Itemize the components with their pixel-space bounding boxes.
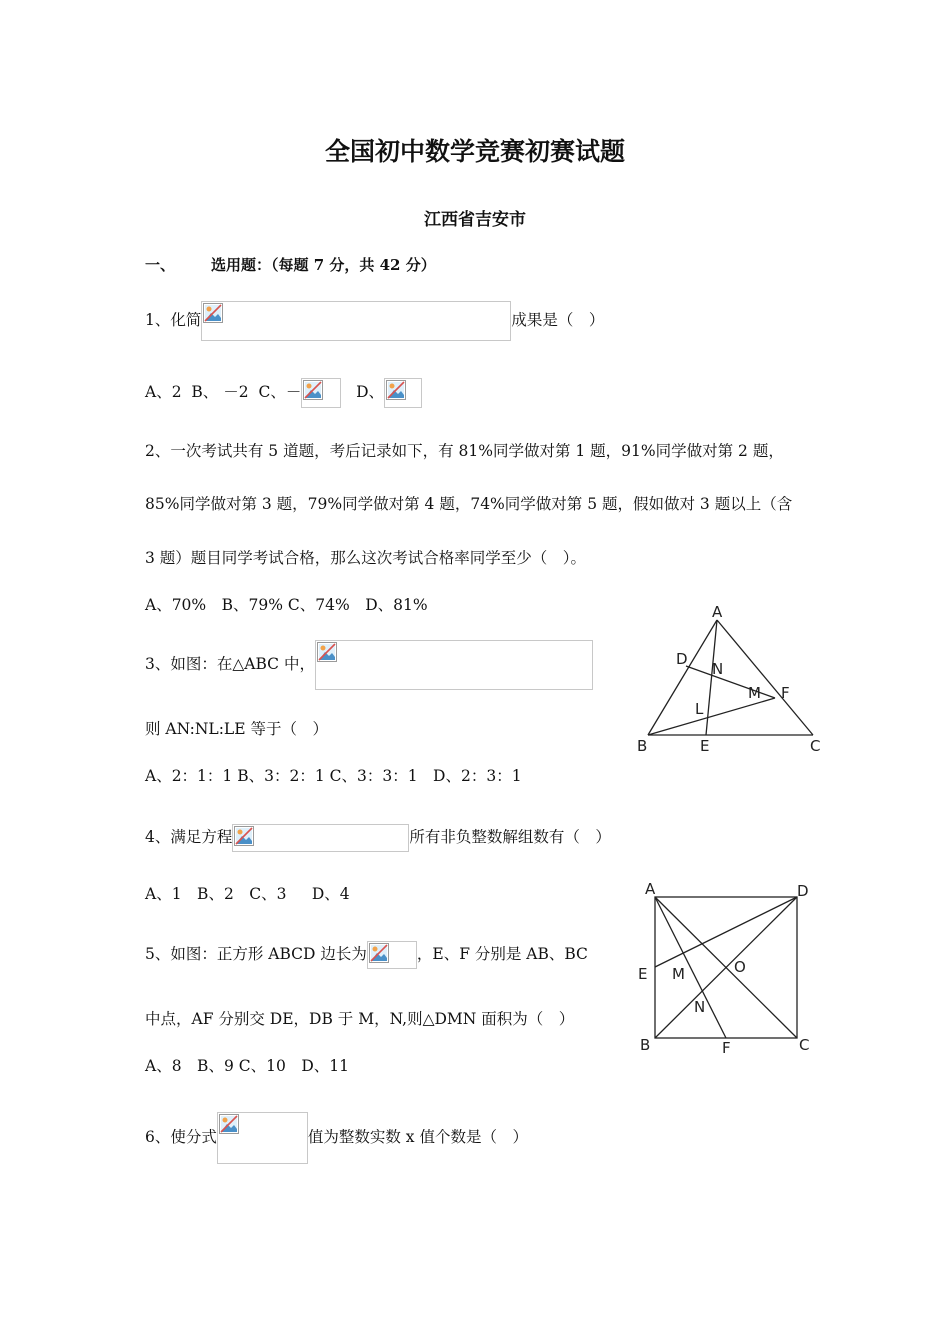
broken-image-icon [234, 826, 254, 846]
label-n: N [694, 998, 706, 1016]
formula-image [217, 1112, 308, 1164]
label-m: M [672, 965, 685, 983]
section-number: 一、 [145, 256, 176, 274]
question-1-prefix: 1、化简 [145, 311, 202, 329]
label-m: M [748, 684, 761, 702]
option-c: C、－ [258, 383, 302, 401]
question-5-prefix: 5、如图：正方形 ABCD 边长为 [145, 945, 367, 963]
broken-image-icon [386, 380, 406, 400]
label-c: C [810, 737, 821, 755]
label-b: B [637, 737, 648, 755]
question-3 [145, 640, 593, 690]
section-heading [145, 254, 436, 275]
formula-image [315, 640, 593, 690]
label-a: A [645, 880, 656, 898]
page-subtitle: 江西省吉安市 [424, 210, 526, 230]
question-6-suffix: 值为整数实数 x 值个数是（ ） [307, 1128, 528, 1146]
segment-de [655, 897, 797, 967]
broken-image-icon [203, 303, 223, 323]
question-2-options: A、70% B、79% C、74% D、81% [145, 596, 428, 614]
question-1-options [145, 378, 422, 408]
broken-image-icon [369, 943, 389, 963]
question-4 [145, 824, 611, 852]
label-d: D [797, 882, 809, 900]
label-f: F [781, 684, 790, 702]
question-5-suffix: ，E、F 分别是 AB、BC [416, 945, 588, 963]
label-n: N [712, 660, 724, 678]
broken-image-icon [317, 642, 337, 662]
formula-image [384, 378, 422, 408]
question-6-prefix: 6、使分式 [145, 1128, 217, 1146]
label-o: O [734, 958, 746, 976]
question-4-options: A、1 B、2 C、3 D、4 [145, 885, 350, 903]
broken-image-icon [219, 1114, 239, 1134]
question-4-prefix: 4、满足方程 [145, 828, 233, 846]
label-b: B [640, 1036, 651, 1054]
question-5-options: A、8 B、9 C、10 D、11 [145, 1057, 349, 1075]
square-figure [630, 876, 820, 1058]
broken-image-icon [303, 380, 323, 400]
question-4-suffix: 所有非负整数解组数有（ ） [409, 828, 611, 846]
section-label: 选用题：（每题 7 分，共 42 分） [211, 256, 436, 274]
label-e: E [638, 965, 648, 983]
option-d: D、 [356, 383, 385, 401]
option-a: A、2 [145, 383, 182, 401]
question-3-prefix: 3、如图：在△ABC 中， [145, 655, 315, 673]
segment-af [655, 897, 726, 1038]
question-2-line-3: 3 题）题目同学考试合格，那么这次考试合格率同学至少（ ）。 [145, 549, 587, 567]
question-5-line-2: 中点，AF 分别交 DE，DB 于 M，N,则△DMN 面积为（ ） [145, 1010, 575, 1028]
label-a: A [712, 603, 723, 621]
question-3-line-2: 则 AN:NL:LE 等于（ ） [145, 720, 328, 738]
question-1 [145, 301, 604, 341]
question-5 [145, 941, 588, 969]
label-d: D [676, 650, 688, 668]
formula-image [232, 824, 409, 852]
segment-df [686, 666, 775, 698]
question-1-suffix: 成果是（ ） [511, 311, 605, 329]
label-l: L [695, 700, 704, 718]
option-b: B、 －2 [191, 383, 249, 401]
question-2-line-1: 2、一次考试共有 5 道题，考后记录如下，有 81%同学做对第 1 题，91%同学做对第 2 题， [145, 442, 784, 460]
question-2-line-2: 85%同学做对第 3 题，79%同学做对第 4 题，74%同学做对第 5 题，假如做对 3 题以上（含 [145, 495, 793, 513]
label-e: E [700, 737, 710, 755]
label-c: C [799, 1036, 810, 1054]
formula-image [201, 301, 511, 341]
triangle-figure [630, 600, 835, 760]
formula-image [367, 941, 417, 969]
question-6 [145, 1112, 528, 1164]
label-f: F [722, 1039, 731, 1057]
page-title: 全国初中数学竞赛初赛试题 [324, 137, 625, 166]
edge-ac [717, 620, 813, 735]
question-3-options: A、2：1：1 B、3：2：1 C、3：3：1 D、2：3：1 [145, 767, 522, 785]
formula-image [301, 378, 341, 408]
